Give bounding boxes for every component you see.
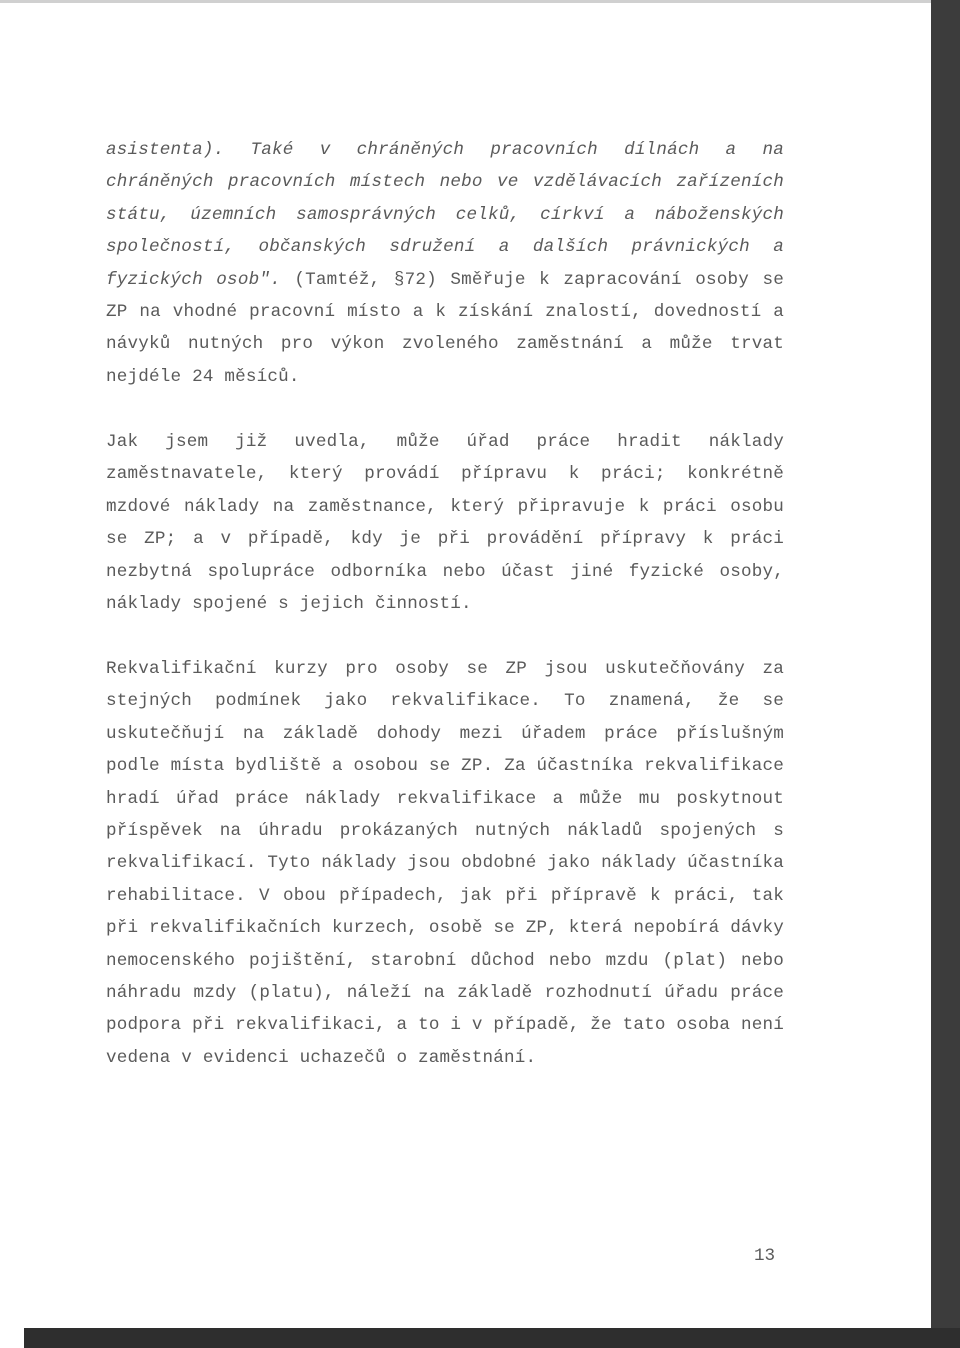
scan-edge-right [931,0,960,1330]
page-number: 13 [754,1246,776,1266]
scan-edge-bottom [24,1328,960,1348]
paragraph-1 [106,134,784,393]
quoted-text: asistenta). Také v chráněných pracovních dílnách a na chráněných pracovních místech nebo ve vzdělávacích zařízeních státu, územních samosprávných celků, církví a náboženských společností, občanských sdružení a dalších právnických a fyzických osob". [106,140,784,290]
paragraph-1-text: (Tamtéž, §72) Směřuje k zapracování osoby se ZP na vhodné pracovní místo a k získání znalostí, dovedností a návyků nutných pro výkon zvoleného zaměstnání a může trvat nejdéle 24 měsíců. [106,269,784,387]
scan-edge-top [0,0,960,3]
paragraph-3: Rekvalifikační kurzy pro osoby se ZP jsou uskutečňovány za stejných podmínek jako rekvalifikace. To znamená, že se uskutečňují na základě dohody mezi úřadem práce příslušným podle místa bydliště a osobou se ZP. Za účastníka rekvalifikace hradí úřad práce náklady rekvalifikace a může mu poskytnout příspěvek na úhradu prokázaných nutných nákladů spojených s rekvalifikací. Tyto náklady jsou obdobné jako náklady účastníka rehabilitace. V obou případech, jak při přípravě k práci, tak při rekvalifikačních kurzech, osobě se ZP, která nepobírá dávky nemocenského pojištění, starobní důchod nebo mzdu (plat) nebo náhradu mzdy (platu), náleží na základě rozhodnutí úřadu práce podpora při rekvalifikaci, a to i v případě, že tato osoba není vedena v evidenci uchazečů o zaměstnání. [106,659,784,1068]
paragraph-2: Jak jsem již uvedla, může úřad práce hradit náklady zaměstnavatele, který provádí přípravu k práci; konkrétně mzdové náklady na zaměstnance, který připravuje k práci osobu se ZP; a v případě, kdy je při provádění přípravy k práci nezbytná spolupráce odborníka nebo účast jiné fyzické osoby, náklady spojené s jejich činností. [106,432,784,615]
